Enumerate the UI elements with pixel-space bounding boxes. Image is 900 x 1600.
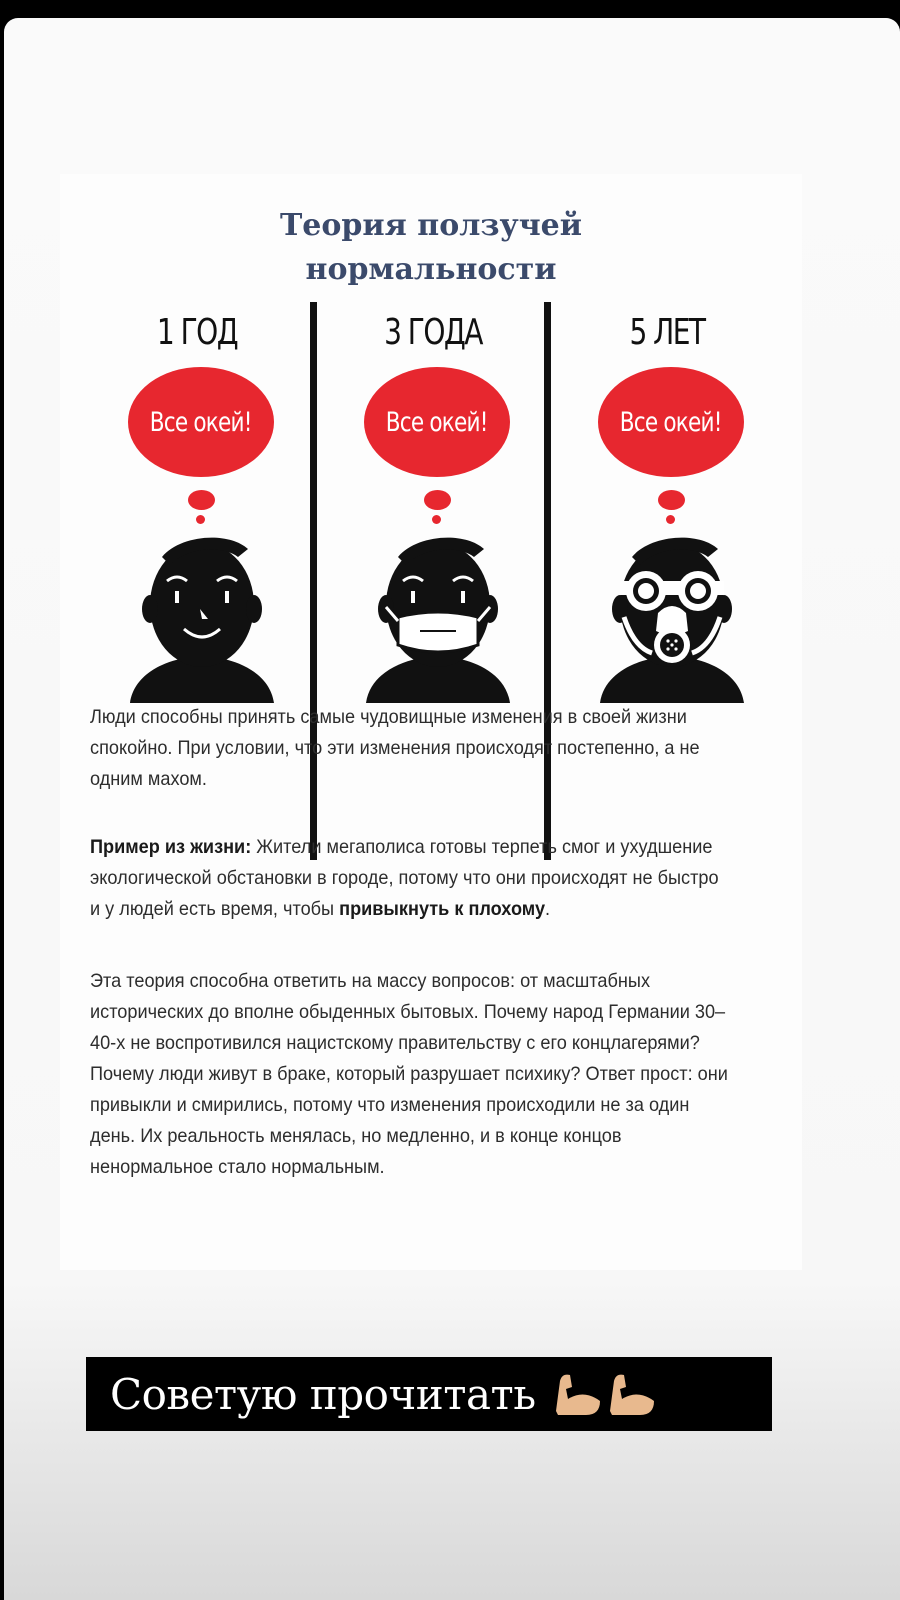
column-label: 5 ЛЕТ [629, 312, 705, 353]
smiling-face-icon [122, 527, 282, 703]
example-lead: Пример из жизни: [90, 836, 252, 858]
thought-bubble [128, 367, 274, 477]
bubble-dot-small [666, 515, 675, 524]
column-label: 3 ГОДА [384, 312, 482, 353]
example-tail: . [545, 898, 551, 920]
bubble-dot-small [196, 515, 205, 524]
example-text: Жители мегаполиса готовы терпеть смог и ухудшение экологической обстановки в городе, потому что они происходят не быстро и у людей есть время, чтобы [90, 836, 719, 920]
paragraph-intro: Люди способны принять самые чудовищные изменения в своей жизни спокойно. При условии, что эти изменения происходят постепенно, а не одним махом. [90, 706, 700, 790]
infographic [60, 174, 802, 1270]
paragraph-example [90, 832, 732, 925]
bubble-dot [424, 490, 451, 510]
title-line-1: Теория ползучей [279, 208, 583, 243]
face-mask-icon [358, 527, 518, 703]
bubble-text: Все окей! [150, 406, 252, 438]
example-emphasis: привыкнуть к плохому [339, 898, 546, 920]
story-caption [86, 1357, 772, 1431]
flexed-biceps-icon [550, 1371, 660, 1417]
bubble-text: Все окей! [620, 406, 722, 438]
title-line-2: нормальности [305, 252, 557, 287]
story-card [4, 18, 900, 1600]
thought-bubble [364, 367, 510, 477]
paragraph-explanation: Эта теория способна ответить на массу вопросов: от масштабных исторических до вполне обыденных бытовых. Почему народ Германии 30–40-х не воспротивился нацистскому правительству с его концлагерями? Почему люди живут в браке, который разрушает психику? Ответ прост: они привыкли и смирились, потому что изменения происходили не за один день. Их реальность менялась, но медленно, и в конце концов ненормальное стало нормальным. [90, 970, 728, 1178]
bubble-dot-small [432, 515, 441, 524]
bubble-text: Все окей! [386, 406, 488, 438]
gas-mask-icon [592, 527, 752, 703]
caption-text: Советую прочитать [110, 1369, 536, 1419]
thought-bubble [598, 367, 744, 477]
bubble-dot [188, 490, 215, 510]
column-label: 1 ГОД [156, 312, 238, 353]
bubble-dot [658, 490, 685, 510]
